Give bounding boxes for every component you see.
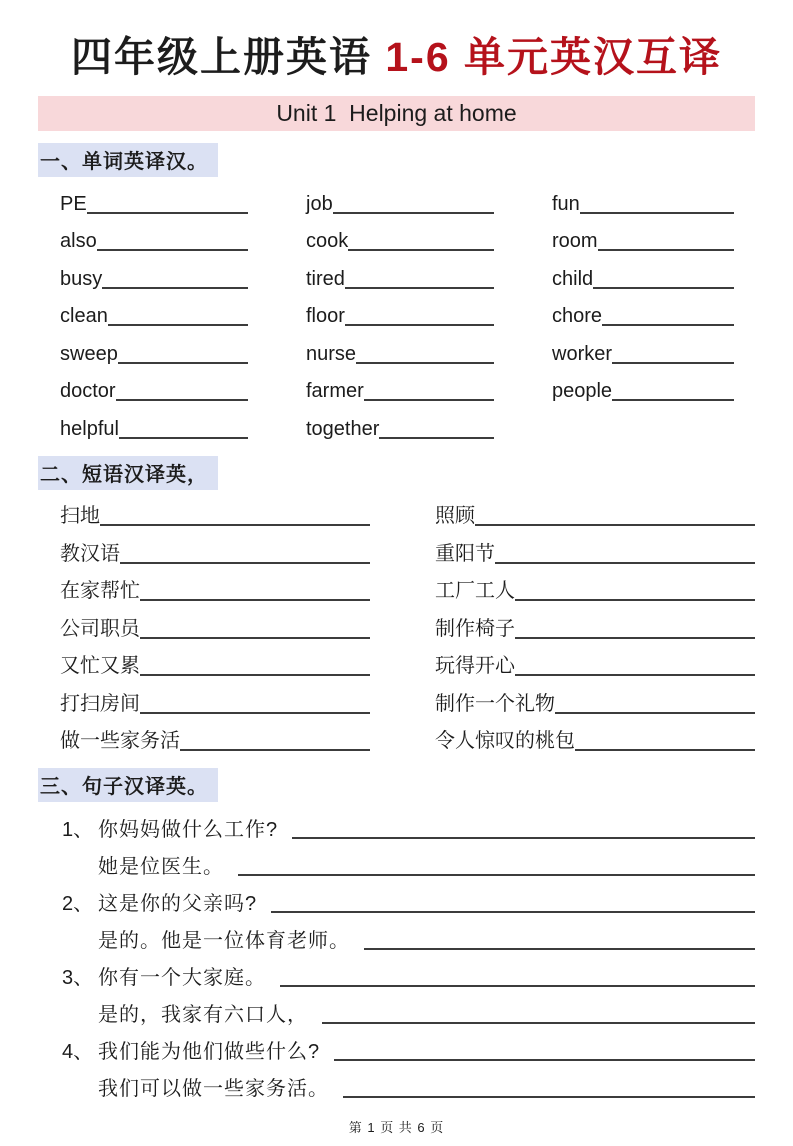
word-item bbox=[306, 294, 494, 332]
word-label: sweep bbox=[60, 342, 118, 365]
phrase-label: 工厂工人 bbox=[435, 580, 515, 602]
word-blank bbox=[345, 324, 494, 326]
phrase-item bbox=[60, 719, 370, 757]
phrase-blank bbox=[120, 562, 370, 564]
word-item bbox=[60, 406, 248, 444]
phrase-blank bbox=[475, 524, 755, 526]
word-item bbox=[60, 256, 248, 294]
phrase-item bbox=[435, 606, 755, 644]
phrase-label: 教汉语 bbox=[60, 542, 120, 565]
word-item bbox=[60, 331, 248, 369]
word-item bbox=[552, 294, 734, 332]
word-blank bbox=[612, 362, 734, 364]
phrase-item bbox=[435, 681, 755, 719]
word-label: room bbox=[552, 230, 598, 252]
answer-blank bbox=[271, 911, 755, 913]
answer-blank bbox=[364, 948, 755, 950]
word-label: also bbox=[60, 230, 97, 252]
word-blank bbox=[612, 399, 734, 401]
sentence-prompt-row bbox=[62, 807, 755, 844]
phrase-blank bbox=[515, 637, 755, 639]
word-item bbox=[60, 181, 248, 219]
answer-blank bbox=[343, 1096, 755, 1098]
word-label: together bbox=[306, 417, 380, 440]
word-blank bbox=[356, 362, 494, 364]
sentence-answer-row bbox=[62, 918, 755, 955]
word-label: doctor bbox=[60, 380, 116, 402]
word-blank bbox=[580, 212, 734, 214]
word-blank bbox=[97, 249, 248, 251]
phrase-item bbox=[435, 531, 755, 569]
sentence-prompt-row bbox=[62, 1029, 755, 1066]
word-label: fun bbox=[552, 192, 580, 215]
word-blank bbox=[598, 249, 734, 251]
phrase-label: 又忙又累 bbox=[60, 655, 140, 677]
sentence-number: 1、 bbox=[62, 819, 94, 841]
phrase-item bbox=[60, 606, 370, 644]
word-blank bbox=[593, 287, 734, 289]
word-label: helpful bbox=[60, 417, 119, 440]
phrase-item bbox=[435, 569, 755, 607]
sentence-number: 2、 bbox=[62, 893, 94, 915]
phrase-blank bbox=[140, 599, 370, 601]
phrases-grid bbox=[60, 494, 793, 757]
word-blank bbox=[87, 212, 248, 214]
word-blank bbox=[116, 399, 248, 401]
word-blank bbox=[364, 399, 494, 401]
word-blank bbox=[333, 212, 494, 214]
word-label: clean bbox=[60, 305, 108, 327]
unit-banner bbox=[38, 96, 755, 131]
section-3-heading: 三、句子汉译英。 bbox=[38, 768, 218, 802]
phrase-blank bbox=[140, 712, 370, 714]
word-label: chore bbox=[552, 305, 603, 327]
phrase-label: 在家帮忙 bbox=[60, 580, 140, 602]
phrase-blank bbox=[555, 712, 755, 714]
section-2-heading: 二、短语汉译英， bbox=[38, 456, 218, 490]
word-blank bbox=[102, 287, 248, 289]
phrase-label: 做一些家务活 bbox=[60, 730, 180, 752]
word-label: tired bbox=[306, 267, 345, 290]
page-title-black: 四年级上册英语 bbox=[70, 34, 386, 80]
phrase-item bbox=[435, 644, 755, 682]
phrase-label: 重阳节 bbox=[435, 542, 495, 565]
sentence-list bbox=[62, 807, 755, 1103]
sentence-answer: 是的。他是一位体育老师。 bbox=[98, 930, 350, 952]
phrase-label: 照顾 bbox=[435, 505, 475, 527]
word-item bbox=[552, 369, 734, 407]
phrase-label: 打扫房间 bbox=[60, 692, 140, 715]
sentence-answer-row bbox=[62, 1066, 755, 1103]
sentence-answer: 她是位医生。 bbox=[98, 856, 224, 878]
answer-blank bbox=[334, 1059, 755, 1061]
phrase-blank bbox=[575, 749, 755, 751]
word-item bbox=[60, 369, 248, 407]
word-item bbox=[306, 406, 494, 444]
word-item bbox=[306, 219, 494, 257]
page-footer: 第 1 页 共 6 页 bbox=[348, 1120, 445, 1135]
phrase-item bbox=[60, 494, 370, 532]
word-item bbox=[552, 181, 734, 219]
word-blank bbox=[119, 437, 248, 439]
phrase-blank bbox=[180, 749, 370, 751]
phrase-blank bbox=[140, 674, 370, 676]
sentence-number: 4、 bbox=[62, 1041, 94, 1063]
word-blank bbox=[379, 437, 494, 439]
phrase-item bbox=[60, 531, 370, 569]
page-title bbox=[0, 24, 793, 83]
phrase-blank bbox=[495, 562, 755, 564]
phrase-item bbox=[60, 681, 370, 719]
sentence-prompt: 你妈妈做什么工作? bbox=[98, 819, 279, 841]
sentence-answer: 我们可以做一些家务活。 bbox=[98, 1078, 329, 1100]
sentence-prompt: 我们能为他们做些什么? bbox=[98, 1041, 321, 1063]
word-label: floor bbox=[306, 305, 345, 327]
word-label: people bbox=[552, 380, 613, 402]
answer-blank bbox=[280, 985, 755, 987]
sentence-prompt-row bbox=[62, 955, 755, 992]
word-item bbox=[306, 181, 494, 219]
phrase-label: 玩得开心 bbox=[435, 655, 515, 677]
phrase-label: 制作椅子 bbox=[435, 617, 515, 640]
answer-blank bbox=[292, 837, 755, 839]
sentence-prompt: 这是你的父亲吗? bbox=[98, 893, 258, 915]
word-item bbox=[552, 331, 734, 369]
phrase-item bbox=[435, 494, 755, 532]
word-item bbox=[552, 256, 734, 294]
sentence-answer: 是的，我家有六口人， bbox=[98, 1004, 308, 1026]
word-blank bbox=[602, 324, 734, 326]
word-label: child bbox=[552, 267, 594, 290]
phrase-label: 制作一个礼物 bbox=[435, 692, 555, 715]
unit-banner-label: Unit 1 Helping at home bbox=[276, 100, 517, 126]
answer-blank bbox=[322, 1022, 755, 1024]
word-label: nurse bbox=[306, 342, 357, 365]
phrase-label: 令人惊叹的桃包 bbox=[435, 730, 575, 752]
answer-blank bbox=[238, 874, 755, 876]
phrase-item bbox=[60, 644, 370, 682]
word-blank bbox=[348, 249, 494, 251]
word-label: cook bbox=[306, 230, 349, 252]
phrase-item bbox=[60, 569, 370, 607]
word-item bbox=[552, 219, 734, 257]
word-label: farmer bbox=[306, 380, 364, 402]
word-item bbox=[306, 331, 494, 369]
sentence-number: 3、 bbox=[62, 967, 94, 989]
phrase-item bbox=[435, 719, 755, 757]
word-item bbox=[306, 369, 494, 407]
word-item bbox=[60, 219, 248, 257]
sentence-answer-row bbox=[62, 992, 755, 1029]
section-1-heading: 一、单词英译汉。 bbox=[38, 143, 218, 177]
phrase-label: 公司职员 bbox=[60, 617, 140, 640]
phrase-label: 扫地 bbox=[60, 505, 100, 527]
page-title-red: 1-6 单元英汉互译 bbox=[385, 34, 723, 80]
word-label: busy bbox=[60, 267, 103, 290]
words-grid bbox=[60, 181, 793, 444]
sentence-answer-row bbox=[62, 844, 755, 881]
word-item bbox=[306, 256, 494, 294]
sentence-prompt-row bbox=[62, 881, 755, 918]
word-blank bbox=[345, 287, 494, 289]
word-blank bbox=[108, 324, 248, 326]
word-label: job bbox=[306, 192, 333, 215]
word-item bbox=[60, 294, 248, 332]
phrase-blank bbox=[140, 637, 370, 639]
sentence-prompt: 你有一个大家庭。 bbox=[98, 967, 266, 989]
word-label: worker bbox=[552, 342, 613, 365]
word-blank bbox=[118, 362, 248, 364]
phrase-blank bbox=[515, 599, 755, 601]
word-label: PE bbox=[60, 192, 87, 215]
phrase-blank bbox=[515, 674, 755, 676]
phrase-blank bbox=[100, 524, 370, 526]
